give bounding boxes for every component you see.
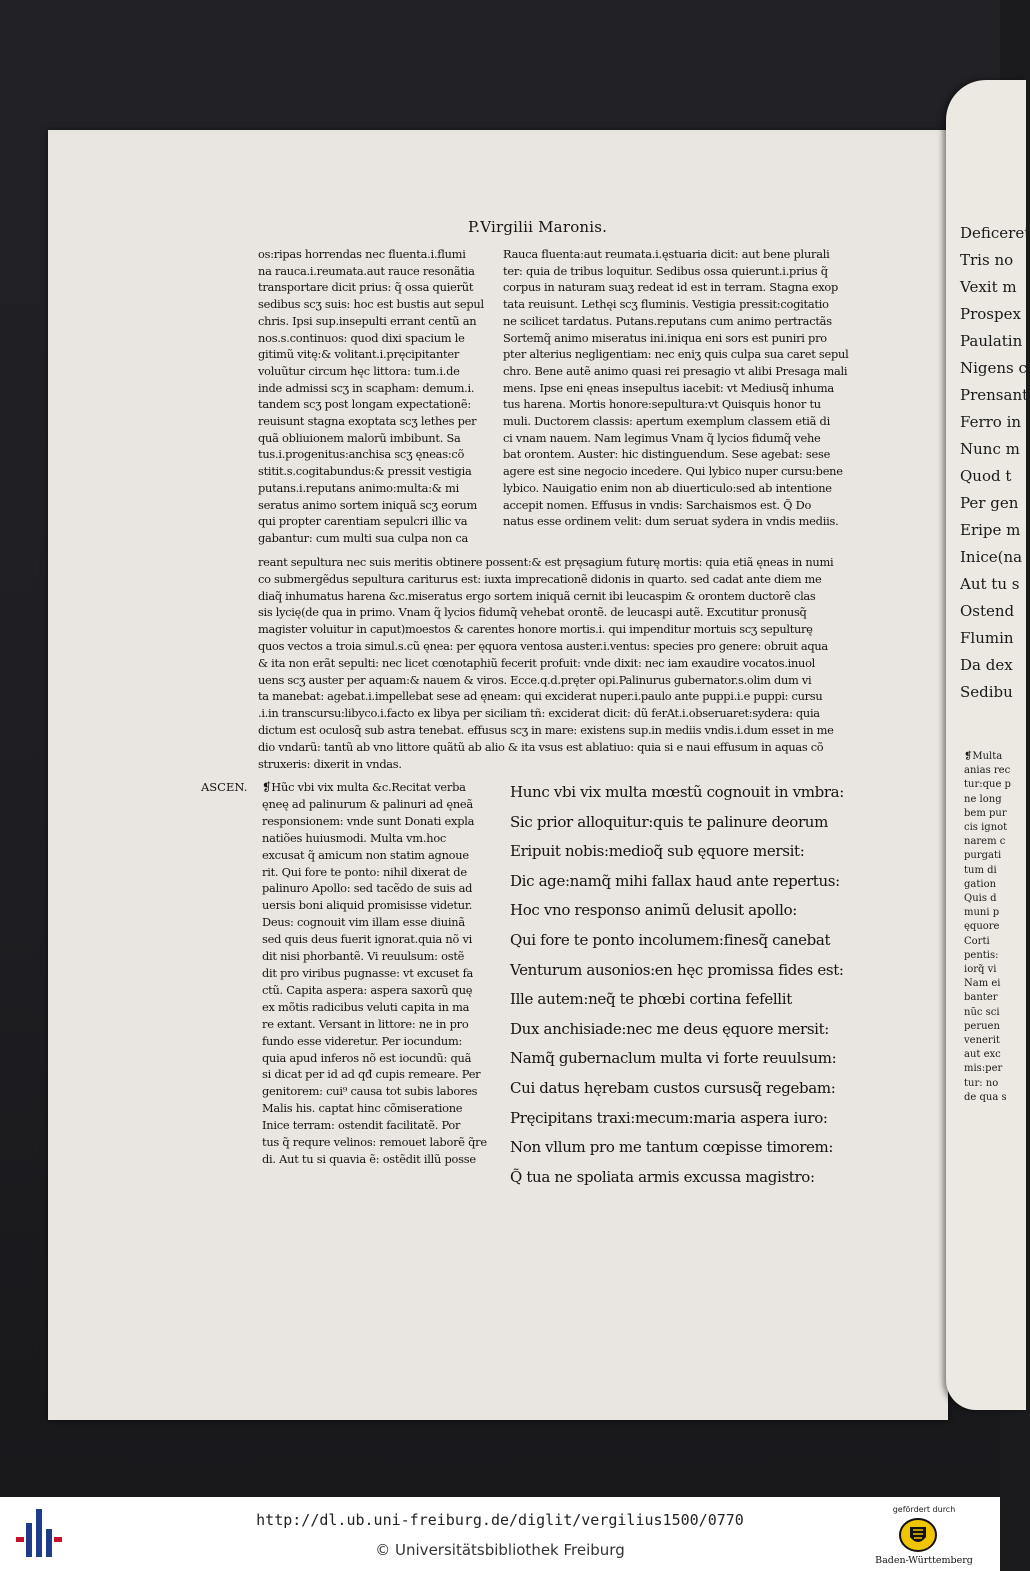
text-line: pter alterius negligentiam: nec eniʒ quis culpa sua caret sepul — [503, 347, 849, 362]
text-line: Tris no — [960, 251, 1014, 269]
text-line: cis ignot — [964, 822, 1008, 834]
state-seal-icon — [898, 1515, 938, 1555]
text-line: Inice terram: ostendit facilitatẽ. Por — [262, 1118, 461, 1133]
text-line: sis lycię(de qua in primo. Vnam q̃ lycios fidumq̃ vehebat orontẽ. de leucaspi autẽ. Excutitur pronusq̃ — [258, 605, 807, 620]
text-line: pentis: — [964, 949, 999, 961]
text-line: .i.in transcursu:libyco.i.facto ex libya per siciliam tñ: exciderat dicit: dũ ferAt.i.obseruaret:sydera: quia — [258, 706, 820, 721]
text-line: natiões huiusmodi. Multa vm.hoc — [262, 830, 447, 845]
text-line: Paulatin — [960, 332, 1023, 350]
facing-page-gloss-edge — [946, 750, 1011, 1105]
text-line: Flumin — [960, 629, 1014, 647]
text-line: Hunc vbi vix multa mœstũ cognouit in vmbra: — [510, 783, 844, 801]
text-line: ęquore — [964, 921, 1000, 933]
text-line: tus q̃ requre velinos: remouet laborẽ q̃re — [262, 1135, 487, 1150]
text-line: Q̃ tua ne spoliata armis excussa magistro: — [510, 1167, 815, 1186]
text-line: ❡Multa — [964, 751, 1003, 762]
text-line: corpus in naturam suaʒ redeat id est in terram. Stagna exop — [503, 280, 839, 295]
text-line: inde admissi scʒ in scapham: demum.i. — [258, 380, 475, 395]
text-line: ter: quia de tribus loquitur. Sedibus ossa quierunt.i.prius q̃ — [503, 263, 828, 278]
text-line: uens scʒ auster per aquam:& nauem & viros. Ecce.q.d.pręter opi.Palinurus gubernator.s.olim dum vi — [258, 672, 812, 687]
text-line: rit. Qui fore te ponto: nihil dixerat de — [262, 864, 467, 879]
text-line: genitorem: cui⁹ causa tot subis labores — [262, 1084, 478, 1099]
text-line: Dux anchisiade:nec me deus ęquore mersit: — [510, 1019, 830, 1038]
text-line: Sortemq̃ animo miseratus ini.iniqua eni sors est puniri pro — [503, 330, 827, 345]
text-line: chro. Bene autẽ animo quasi rei presagio vt alibi Presaga mali — [503, 363, 848, 378]
text-line: ne scilicet tardatus. Putans.reputans cum animo pertractãs — [503, 313, 832, 328]
text-line: Corti — [964, 935, 990, 947]
text-line: excusat q̃ amicum non statim agnoue — [262, 847, 469, 862]
text-line: os:ripas horrendas nec fluenta.i.flumi — [258, 247, 466, 261]
text-line: tandem scʒ post longam expectationẽ: — [258, 397, 471, 412]
text-line: Ostend — [960, 602, 1015, 620]
text-line: co submergẽdus sepultura cariturus est: iuxta imprecationẽ didonis in quarto. sed cadat ante diem me — [258, 571, 822, 586]
text-line: quos vectos a troia simul.s.cũ ęnea: per ęquora ventosa auster.i.ventus: species pro genere: obruit aqua — [258, 638, 828, 653]
text-line: tum di — [964, 864, 997, 876]
text-line: Inice(na — [960, 548, 1023, 566]
text-line: tata reuisunt. Lethęi scʒ fluminis. Vestigia pressit:cogitatio — [503, 297, 829, 312]
text-line: gabantur: cum multi sua culpa non ca — [258, 530, 469, 545]
text-line: reant sepultura nec suis meritis obtinere possent:& est pręsagium futurę mortis: quia etiã ęneas in numi — [258, 555, 834, 569]
text-line: Sic prior alloquitur:quis te palinure deorum — [510, 812, 828, 831]
text-line: ci vnam nauem. Nam legimus Vnam q̃ lycios fidumq̃ vehe — [503, 430, 821, 445]
text-line: dit pro viribus pugnasse: vt excuset fa — [262, 965, 474, 980]
text-line: Nunc m — [960, 440, 1020, 458]
facing-page-edge — [946, 80, 1030, 1410]
text-line: muni p — [964, 907, 1000, 919]
text-line: Aut tu s — [960, 575, 1020, 593]
text-line: putans.i.reputans animo:multa:& mi — [258, 480, 460, 495]
verse-column — [510, 778, 880, 1192]
text-line: Pręcipitans traxi:mecum:maria aspera iuro: — [510, 1108, 828, 1127]
text-line: peruen — [964, 1020, 1000, 1032]
text-line: na rauca.i.reumata.aut rauce resonãtia — [258, 263, 475, 278]
text-line: iorq̃ vi — [964, 964, 997, 976]
text-line: purgati — [964, 850, 1002, 862]
text-line: nos.s.continuos: quod dixi spacium le — [258, 330, 465, 345]
text-line: accepit nomen. Effusus in vndis: Sarchaismos est. Q̃ Do — [503, 497, 812, 512]
text-line: ta manebat: agebat.i.impellebat sese ad ęneam: qui exciderat nuper.i.paulo ante puppi.i.e puppi: cursu — [258, 689, 823, 704]
text-line: tur:que p — [964, 779, 1011, 791]
text-line: stitit.s.cogitabundus:& pressit vestigia — [258, 464, 472, 479]
text-line: Sedibu — [960, 683, 1013, 701]
text-line: si dicat per id ad qđ cupis remeare. Per — [262, 1067, 481, 1082]
text-line: gitimũ vitę:& volitant.i.pręcipitanter — [258, 347, 460, 362]
text-line: Quod t — [960, 467, 1012, 485]
text-line: Prospex — [960, 305, 1021, 323]
text-line: re extant. Versant in littore: ne in pro — [262, 1016, 469, 1031]
text-line: diaq̃ inhumatus harena &c.miseratus ergo sortem iniquã cernit ibi leucaspim & orontem ductorẽ clas — [258, 588, 816, 603]
text-line: Deficeret — [960, 224, 1030, 242]
text-line: Rauca fluenta:aut reumata.i.ęstuaria dicit: aut bene plurali — [503, 247, 830, 261]
text-line: natus esse ordinem velit: dum seruat sydera in vndis mediis. — [503, 514, 839, 529]
commentary-full-width — [258, 554, 870, 772]
text-line: seratus animo sortem iniquã scʒ eorum — [258, 497, 478, 512]
text-line: banter — [964, 992, 998, 1004]
text-line: narem c — [964, 836, 1006, 848]
text-line: Eripuit nobis:medioq̃ sub ęquore mersit: — [510, 842, 805, 861]
text-line: di. Aut tu si quavia ẽ: ostẽdit illũ posse — [262, 1151, 476, 1166]
text-line: Venturum ausonios:en hęc promissa fides est: — [510, 960, 844, 979]
text-line: Ferro in — [960, 413, 1022, 431]
text-line: ❡Hũc vbi vix multa &c.Recitat verba — [262, 780, 466, 794]
text-line: Da dex — [960, 656, 1013, 674]
text-line: tus harena. Mortis honore:sepultura:vt Quisquis honor tu — [503, 397, 821, 412]
commentary-column-left — [258, 246, 494, 547]
text-line: de qua s — [964, 1091, 1007, 1103]
facing-page-verse-edge — [946, 220, 1030, 706]
footer-bar — [0, 1497, 1000, 1571]
text-line: uersis boni aliquid promisisse videtur. — [262, 898, 473, 913]
ascen-commentary-column — [262, 779, 498, 1168]
text-line: bem pur — [964, 807, 1007, 819]
copyright-notice: © Universitätsbibliothek Freiburg — [375, 1541, 625, 1559]
text-line: Eripe m — [960, 521, 1021, 539]
text-line: Cui datus hęrebam custos cursusq̃ regebam: — [510, 1078, 836, 1097]
text-line: Non vllum pro me tantum cœpisse timorem: — [510, 1138, 834, 1157]
text-line: qui propter carentiam sepulcri illic va — [258, 514, 468, 529]
sponsor-caption: gefördert durch — [892, 1505, 956, 1514]
text-line: dio vndarũ: tantũ ab vno littore quãtũ ab alio & ita vsus est ablatiuo: quia si e naui effusum in aquas cõ — [258, 739, 824, 754]
text-line: Deus: cognouit vim illam esse diuinã — [262, 915, 465, 930]
ascen-marginal-label: ASCEN. — [201, 780, 248, 794]
text-line: Vexit m — [960, 278, 1017, 296]
text-line: Nam ei — [964, 978, 1001, 990]
text-line: lybico. Nauigatio enim non ab diuerticulo:sed ab intentione — [503, 480, 832, 495]
text-line: dit nisi phorbantẽ. Vi reuulsum: ostẽ — [262, 949, 465, 964]
text-line: ęneę ad palinurum & palinuri ad ęneã — [262, 796, 473, 811]
text-line: Ille autem:neq̃ te phœbi cortina fefellit — [510, 990, 792, 1009]
text-line: Namq̃ gubernaclum multa vi forte reuulsum: — [510, 1049, 837, 1068]
text-line: venerit — [964, 1035, 1000, 1047]
text-line: ne long — [964, 793, 1002, 805]
text-line: magister voluitur in caput)moestos & carentes honore mortis.i. qui impenditur mortuis scʒ sepulturę — [258, 622, 813, 637]
page-header: P.Virgilii Maronis. — [468, 218, 608, 236]
text-line: nũc sci — [964, 1006, 1000, 1018]
text-line: ex mõtis radicibus veluti capita in ma — [262, 999, 470, 1014]
text-line: Hoc vno responso animũ delusit apollo: — [510, 901, 797, 920]
text-line: quia apud inferos nõ est iocundũ: quã — [262, 1050, 472, 1065]
text-line: struxeris: dixerit in vndas. — [258, 756, 402, 771]
text-line: reuisunt stagna exoptata scʒ lethes per — [258, 414, 477, 429]
text-line: aut exc — [964, 1049, 1001, 1061]
text-line: mis:per — [964, 1063, 1003, 1075]
text-line: ctũ. Capita aspera: aspera saxorũ quę — [262, 982, 473, 997]
commentary-column-right — [503, 246, 868, 530]
text-line: & ita non erãt sepulti: nec licet cœnotaphiũ fecerit profuit: vnde dixit: nec iam exaudire vocatos.inuol — [258, 655, 815, 670]
text-line: tur: no — [964, 1077, 999, 1089]
text-line: Per gen — [960, 494, 1019, 512]
text-line: quã obliuionem malorũ imbibunt. Sa — [258, 430, 461, 445]
text-line: muli. Ductorem classis: apertum exemplum classem etiã di — [503, 414, 830, 429]
text-line: sedibus scʒ suis: hoc est bustis aut sepul — [258, 297, 484, 312]
text-line: voluũtur circum hęc littora: tum.i.de — [258, 363, 460, 378]
text-line: Malis his. captat hinc cõmiseratione — [262, 1101, 463, 1116]
text-line: Prensant — [960, 386, 1029, 404]
sponsor-logo[interactable] — [862, 1499, 986, 1569]
permalink-url[interactable]: http://dl.ub.uni-freiburg.de/diglit/vergilius1500/0770 — [256, 1511, 744, 1529]
text-line: dictum est oculosq̃ sub astra tenebat. effusus scʒ in mare: existens sup.in mediis vndis.i.dum esset in me — [258, 722, 834, 737]
text-line: Dic age:namq̃ mihi fallax haud ante repertus: — [510, 871, 840, 890]
text-line: fundo esse videretur. Per iocundum: — [262, 1033, 463, 1048]
text-line: chris. Ipsi sup.insepulti errant centũ an — [258, 313, 477, 328]
text-line: transportare dicit prius: q̃ ossa quierũt — [258, 280, 474, 295]
text-line: sed quis deus fuerit ignorat.quia nõ vi — [262, 932, 473, 947]
text-line: anias rec — [964, 765, 1011, 777]
text-line: Qui fore te ponto incolumem:finesq̃ canebat — [510, 930, 831, 949]
text-line: mens. Ipse eni ęneas insepultus iacebit: vt Mediusq̃ inhuma — [503, 380, 834, 395]
text-line: agere est sine negocio incedere. Qui lybico nuper cursu:bene — [503, 464, 843, 479]
text-line: gation — [964, 878, 997, 890]
text-line: responsionem: vnde sunt Donati expla — [262, 813, 475, 828]
text-line: Quis d — [964, 893, 997, 905]
text-line: bat orontem. Auster: hic distinguendum. Sese agebat: sese — [503, 447, 831, 462]
text-line: tus.i.progenitus:anchisa scʒ ęneas:cõ — [258, 447, 465, 462]
sponsor-name: Baden-Württemberg — [875, 1555, 973, 1566]
text-line: palinuro Apollo: sed tacẽdo de suis ad — [262, 881, 473, 896]
text-line: Nigens c — [960, 359, 1027, 377]
